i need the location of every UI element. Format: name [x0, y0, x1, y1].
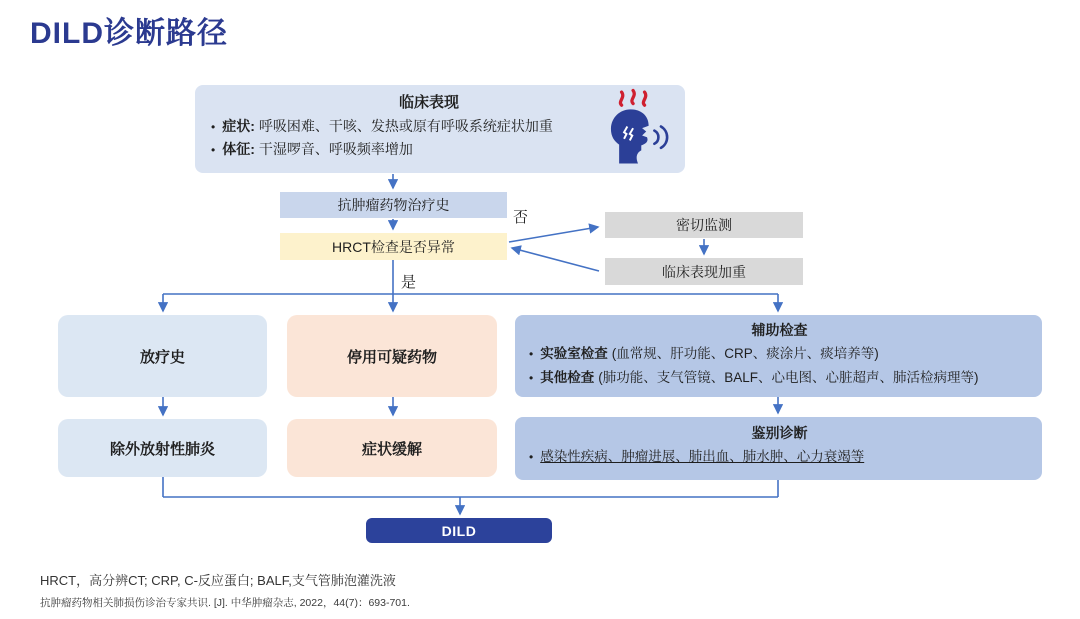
- symptom-relief-box: 症状缓解: [287, 419, 497, 477]
- cough-icon: [594, 88, 682, 170]
- differential-diagnosis-text: 感染性疾病、肿瘤进展、肺出血、肺水肿、心力衰竭等: [540, 449, 865, 464]
- dild-result-box: DILD: [366, 518, 552, 543]
- hrct-question-box: HRCT检查是否异常: [280, 233, 507, 260]
- other-exam-text: (肺功能、支气管镜、BALF、心电图、心脏超声、肺活检病理等): [598, 369, 979, 385]
- close-monitoring-box: 密切监测: [605, 212, 803, 238]
- reference-citation: 抗肿瘤药物相关肺损伤诊治专家共识. [J]. 中华肿瘤杂志, 2022，44(7)：693-701.: [40, 597, 410, 609]
- auxiliary-exam-box: [515, 315, 1042, 397]
- page-title: DILD诊断路径: [30, 17, 228, 50]
- auxiliary-exam-header: 辅助检查: [751, 322, 808, 338]
- other-exam-label: 其他检查: [540, 369, 595, 385]
- radiotherapy-history-box: 放疗史: [58, 315, 267, 397]
- lab-exam-bullet: [527, 342, 1032, 366]
- yes-branch-label: 是: [401, 274, 417, 291]
- sign-text: 干湿啰音、呼吸频率增加: [258, 141, 413, 158]
- no-branch-label: 否: [513, 209, 529, 226]
- differential-diagnosis-box: [515, 417, 1042, 480]
- antitumor-history-box: 抗肿瘤药物治疗史: [280, 192, 507, 218]
- stop-suspected-drug-box: 停用可疑药物: [287, 315, 497, 397]
- symptom-text: 呼吸困难、干咳、发热或原有呼吸系统症状加重: [258, 118, 553, 134]
- exclude-radiation-pneumonitis-box: 除外放射性肺炎: [58, 419, 267, 477]
- sign-label: 体征:: [222, 141, 255, 158]
- other-exam-bullet: [527, 366, 1032, 390]
- lab-exam-text: (血常规、肝功能、CRP、痰涂片、痰培养等): [611, 346, 879, 361]
- clinical-worsening-box: 临床表现加重: [605, 258, 803, 285]
- lab-exam-label: 实验室检查: [540, 346, 608, 361]
- clinical-header: 临床表现: [398, 94, 459, 111]
- abbreviation-footnote: HRCT，高分辨CT; CRP, C-反应蛋白; BALF,支气管肺泡灌洗液: [40, 573, 396, 588]
- differential-diagnosis-bullet: [527, 445, 1032, 469]
- symptom-label: 症状:: [222, 118, 255, 134]
- differential-diagnosis-header: 鉴别诊断: [751, 425, 808, 441]
